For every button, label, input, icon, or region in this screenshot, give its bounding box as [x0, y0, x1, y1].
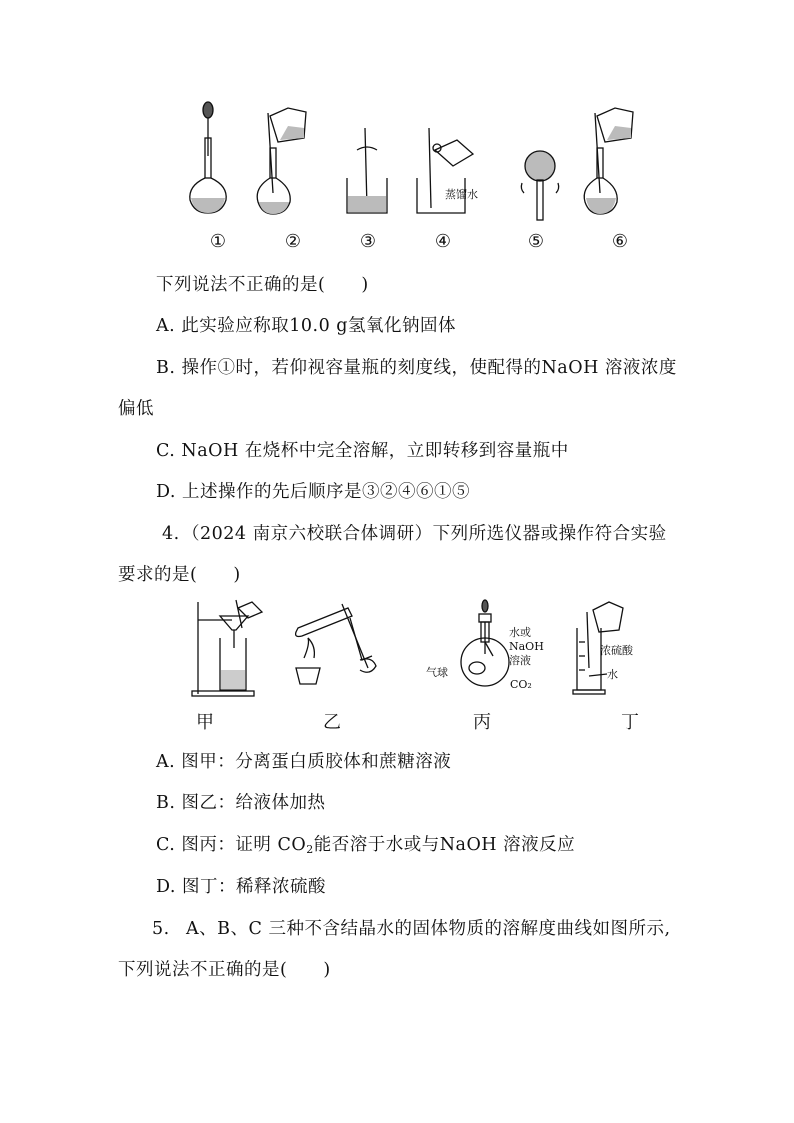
figure1-label-4: ④	[434, 231, 452, 252]
bing-label-gas: CO₂	[510, 678, 532, 691]
q4-stem-line1: （2024 南京六校联合体调研）下列所选仪器或操作符合实验	[182, 524, 667, 544]
q5-number: 5.	[152, 919, 170, 939]
q3-option-d: D. 上述操作的先后顺序是③②④⑥①⑤	[156, 482, 471, 502]
ding-label-acid: 浓硫酸	[600, 644, 633, 657]
pour-into-flask-icon	[584, 108, 633, 214]
bing-label-reagent1: 水或	[509, 626, 531, 639]
q4-option-c-pre: C. 图丙：证明 CO	[156, 835, 307, 855]
q4-option-b: B. 图乙：给液体加热	[156, 793, 326, 813]
figure2-label-yi: 乙	[323, 712, 341, 733]
q5-stem-line2: 下列说法不正确的是( )	[118, 960, 331, 980]
bing-label-reagent3: 溶液	[509, 654, 531, 667]
figure1-label-2: ②	[284, 231, 302, 252]
volumetric-flask-dropper-icon	[190, 102, 226, 213]
co2-balloon-flask-icon	[461, 600, 509, 686]
figure-apparatus-options	[190, 598, 670, 700]
figure2-label-bing: 丙	[473, 712, 491, 733]
figure1-label-3: ③	[359, 231, 377, 252]
q4-option-a: A. 图甲：分离蛋白质胶体和蔗糖溶液	[156, 752, 452, 772]
q4-option-c-post: 能否溶于水或与NaOH 溶液反应	[313, 835, 576, 855]
figure1-label-5: ⑤	[527, 231, 545, 252]
invert-shake-flask-icon	[521, 151, 558, 220]
q4-option-c	[156, 833, 575, 862]
q3-option-b-continued: 偏低	[118, 399, 154, 419]
q4-stem-line2: 要求的是( )	[118, 565, 241, 585]
figure-solution-preparation	[180, 98, 650, 228]
transfer-with-glass-rod-icon	[257, 108, 306, 214]
q3-option-b: B. 操作①时，若仰视容量瓶的刻度线，使配得的NaOH 溶液浓度	[156, 358, 677, 378]
figure2-label-ding: 丁	[621, 712, 639, 733]
q3-option-c: C. NaOH 在烧杯中完全溶解，立即转移到容量瓶中	[156, 441, 569, 461]
filtration-apparatus-icon	[192, 600, 262, 696]
q4-option-c-sub: 2	[306, 843, 314, 856]
beaker-stirring-icon	[347, 128, 387, 213]
figure1-label-6: ⑥	[611, 231, 629, 252]
q5-stem-line1: A、B、C 三种不含结晶水的固体物质的溶解度曲线如图所示,	[186, 919, 671, 939]
bing-label-reagent2: NaOH	[509, 640, 544, 653]
bing-label-balloon: 气球	[426, 666, 448, 679]
distilled-water-label: 蒸馏水	[445, 188, 478, 201]
q4-option-d: D. 图丁：稀释浓硫酸	[156, 877, 327, 897]
figure2-label-jia: 甲	[196, 712, 214, 733]
q4-number: 4.	[162, 524, 180, 544]
q3-option-a: A. 此实验应称取10.0 g氢氧化钠固体	[156, 316, 456, 336]
q3-stem: 下列说法不正确的是( )	[156, 275, 369, 295]
figure1-label-1: ①	[209, 231, 227, 252]
ding-label-water: 水	[607, 668, 618, 681]
heating-test-tube-icon	[296, 604, 376, 684]
